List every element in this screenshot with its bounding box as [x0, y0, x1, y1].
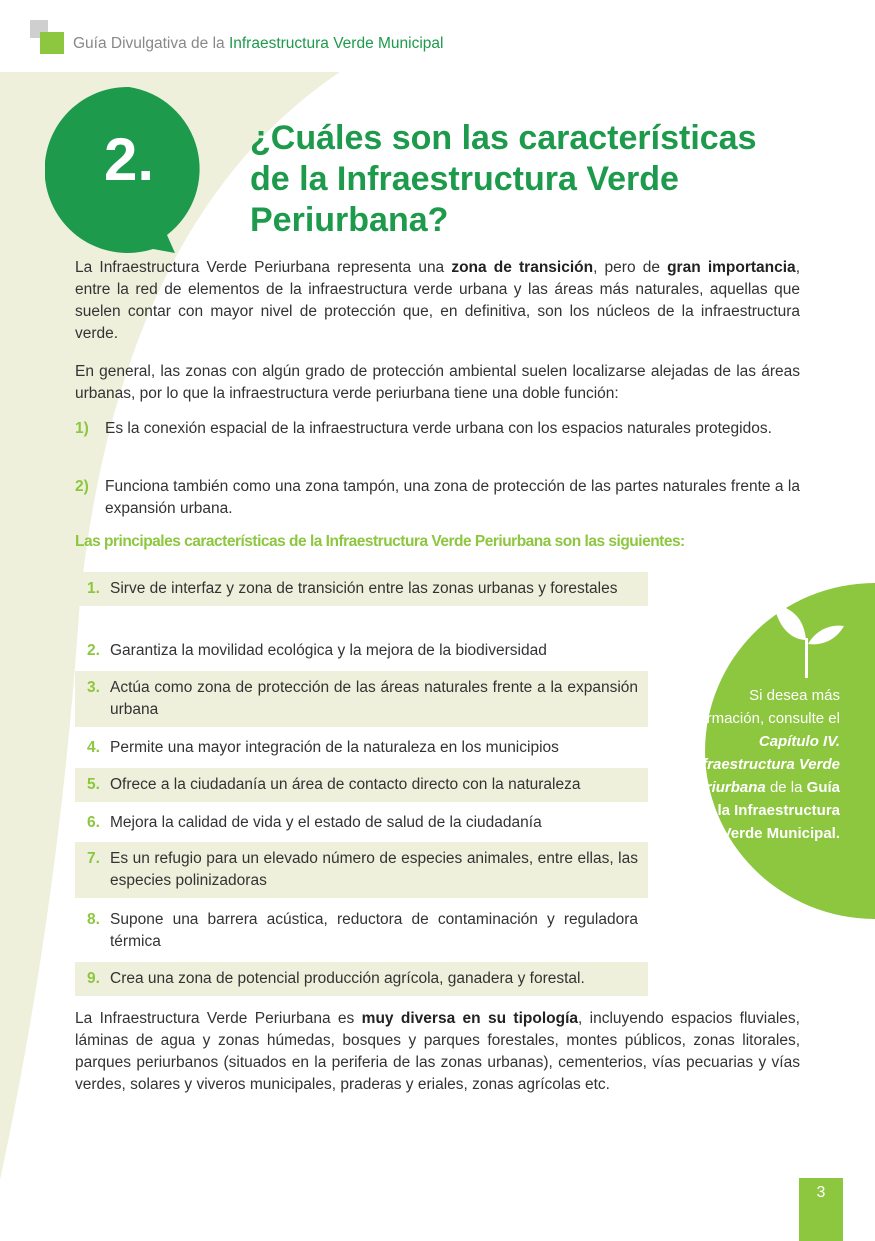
info-note: Si desea más información, consulte el Capítulo IV. Infraestructura Verde Periurbana de la Guía de la Infraestructura Verde Municipal.: [682, 687, 840, 842]
chapter-number: 2.: [103, 126, 155, 193]
feature-item: 5. Ofrece a la ciudadanía un área de contacto directo con la naturaleza: [75, 768, 648, 802]
closing-paragraph: La Infraestructura Verde Periurbana es muy diversa en su tipología, incluyendo espacios fluviales, láminas de agua y zonas húmedas, bosques y parques forestales, montes públicos, zonas litorales, parques periurbanos (situados en la periferia de las zonas urbanas), cementerios, vías pecuarias y vías verdes, solares y viveros municipales, praderas y eriales, zonas agrícolas etc.: [75, 1010, 800, 1093]
function-item: 2) Funciona también como una zona tampón, una zona de protección de las partes naturales frente a la expansión urbana.: [75, 478, 800, 517]
function-item: 1) Es la conexión espacial de la infraestructura verde urbana con los espacios naturales protegidos.: [75, 420, 772, 437]
feature-item: 9. Crea una zona de potencial producción agrícola, ganadera y forestal.: [75, 962, 648, 996]
section-subheading: Las principales características de la Infraestructura Verde Periurbana son las siguientes:: [75, 533, 685, 550]
feature-item: 3. Actúa como zona de protección de las áreas naturales frente a la expansión urbana: [75, 671, 648, 727]
feature-item: 8. Supone una barrera acústica, reductora de contaminación y reguladora térmica: [87, 911, 638, 950]
page-number: 3: [799, 1178, 843, 1241]
paragraph-2: En general, las zonas con algún grado de protección ambiental suelen localizarse alejadas de las áreas urbanas, por lo que la infraestructura verde periurbana tiene una doble función:: [75, 363, 800, 402]
running-header: Guía Divulgativa de la Infraestructura Verde Municipal: [73, 35, 444, 52]
intro-paragraph: La Infraestructura Verde Periurbana representa una zona de transición, pero de gran importancia, entre la red de elementos de la infraestructura verde urbana y las áreas más naturales, aquellas que suelen contar con mayor nivel de protección que, en definitiva, son los núcleos de la infraestructura verde.: [75, 259, 800, 342]
feature-item: 4. Permite una mayor integración de la naturaleza en los municipios: [87, 739, 559, 756]
feature-item: 6. Mejora la calidad de vida y el estado de salud de la ciudadanía: [87, 814, 542, 831]
chapter-speech-bubble: [45, 85, 220, 260]
leaf-sprout-icon: [772, 600, 847, 680]
feature-item: 1. Sirve de interfaz y zona de transición entre las zonas urbanas y forestales: [75, 572, 648, 606]
header-logo: [30, 20, 70, 60]
feature-item: 2. Garantiza la movilidad ecológica y la mejora de la biodiversidad: [87, 642, 547, 659]
feature-item: 7. Es un refugio para un elevado número de especies animales, entre ellas, las especies polinizadoras: [75, 842, 648, 898]
page-title: ¿Cuáles son las características de la Infraestructura Verde Periurbana?: [250, 119, 757, 239]
